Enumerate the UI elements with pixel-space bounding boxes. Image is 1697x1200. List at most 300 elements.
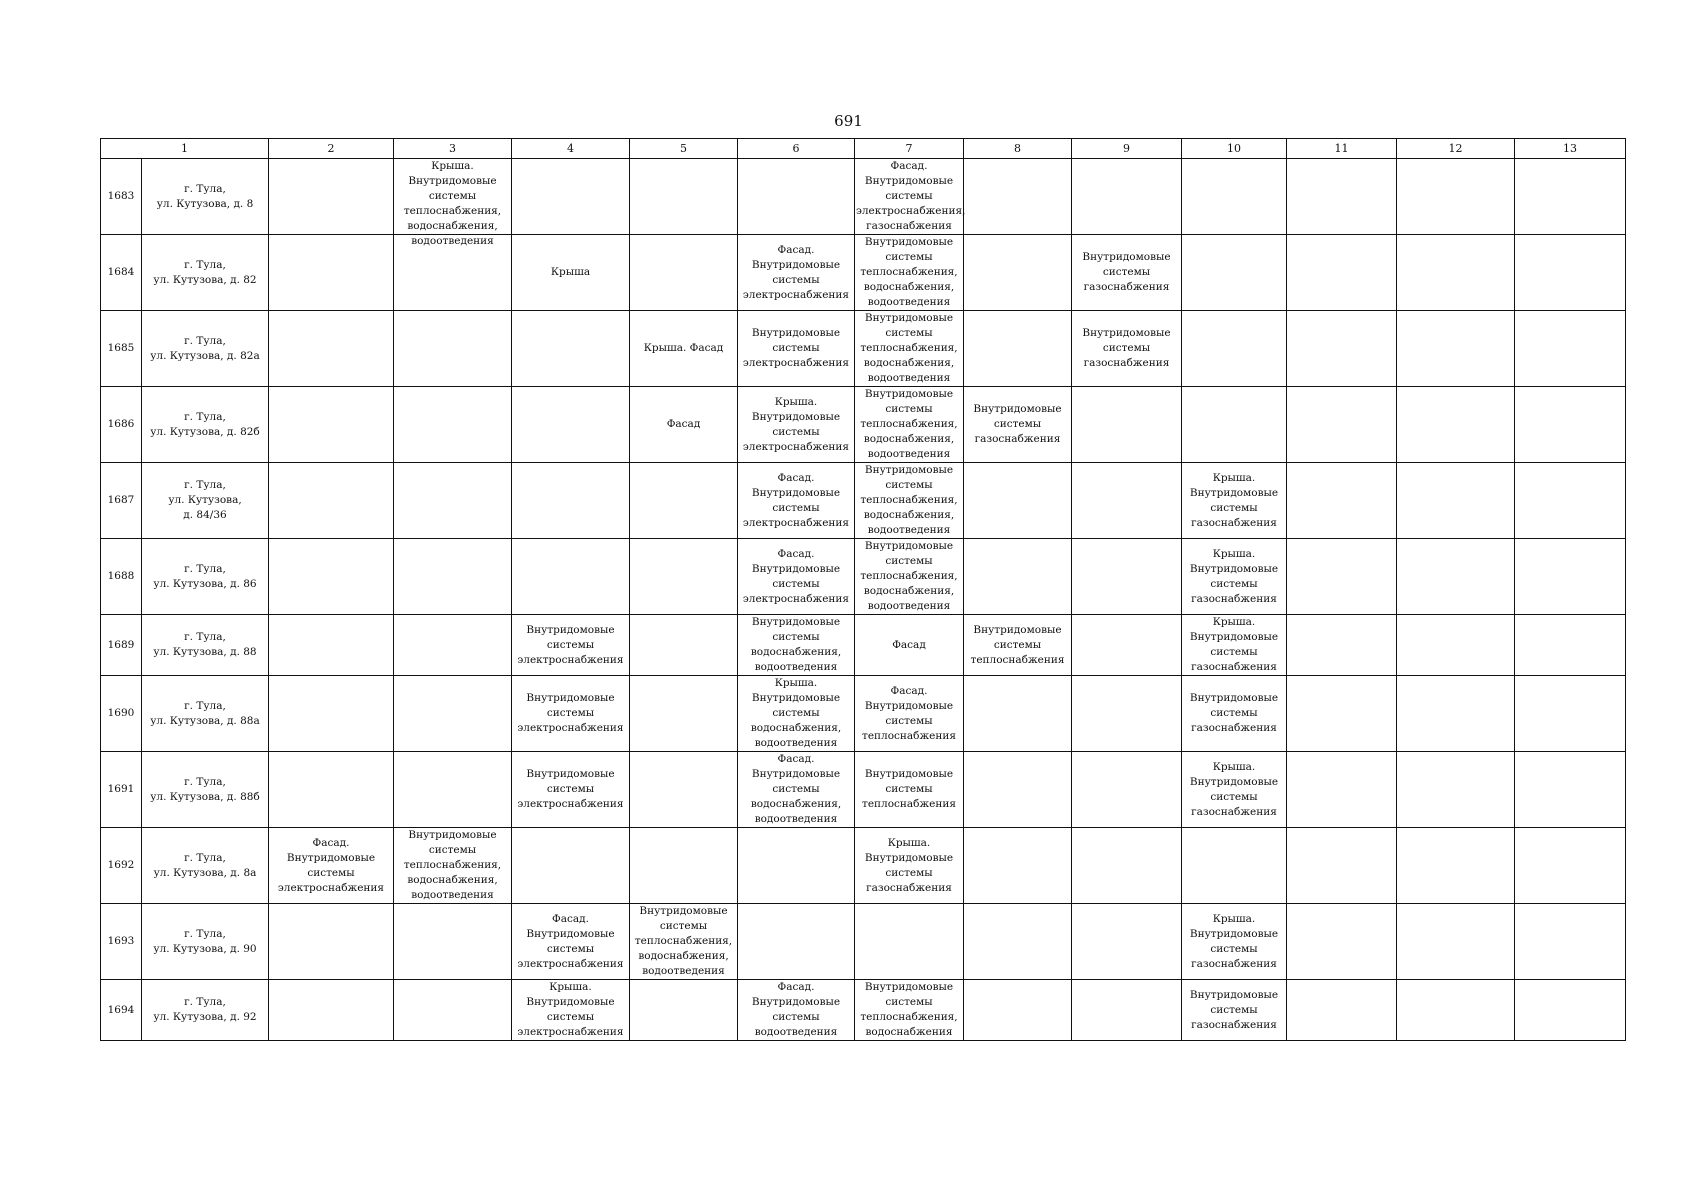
work-cell: [1072, 828, 1182, 904]
work-cell-line: Внутридомовые: [864, 388, 954, 400]
work-cell-line: Крыша.: [1212, 547, 1256, 560]
table-row: [101, 752, 1626, 828]
work-cell: [738, 539, 855, 615]
work-cell-line: Внутридомовые: [973, 623, 1062, 636]
work-cell-line: Крыша.: [774, 395, 818, 408]
work-cell: [1515, 235, 1626, 311]
work-cell: [1072, 539, 1182, 615]
work-cell: [630, 463, 738, 539]
work-cell-line: газоснабжения: [866, 220, 952, 232]
work-cell-line: газоснабжения: [1191, 805, 1277, 818]
table-row: [101, 159, 1626, 235]
work-cell-line: водоотведения: [867, 372, 951, 384]
column-header: 8: [964, 139, 1072, 159]
work-cell-line: Внутридомовые: [864, 851, 954, 864]
work-cell: [1397, 615, 1515, 676]
work-cell-content: [856, 684, 962, 744]
work-cell-line: Внутридомовые: [1189, 631, 1279, 643]
address-cell: [142, 752, 269, 828]
work-cell-content: [739, 243, 853, 303]
work-cell: [738, 904, 855, 980]
work-cell-content: [631, 417, 736, 432]
work-cell-line: системы: [772, 501, 820, 514]
work-cell: [964, 235, 1072, 311]
work-cell-line: системы: [546, 942, 595, 955]
table-row: [101, 676, 1626, 752]
work-cell: [1182, 539, 1287, 615]
address-line: г. Тула,: [184, 479, 226, 491]
work-cell-line: Внутридомовые: [751, 996, 841, 1008]
work-cell-line: водоотведения: [867, 296, 951, 308]
work-cell: [630, 828, 738, 904]
work-cell: [855, 615, 964, 676]
address-line: г. Тула,: [184, 562, 226, 575]
address-line: ул. Кутузова, д. 92: [153, 1011, 257, 1023]
work-cell-line: теплоснабжения,: [860, 266, 958, 278]
work-cell-line: Внутридомовые: [864, 981, 954, 993]
row-number: 1686: [101, 387, 142, 463]
work-cell-content: [739, 547, 853, 607]
work-cell: [738, 159, 855, 235]
work-cell-line: газоснабжения: [1191, 957, 1277, 970]
work-cell-line: системы: [1102, 266, 1151, 278]
work-cell: [1182, 980, 1287, 1041]
work-cell-line: газоснабжения: [1191, 722, 1277, 734]
work-cell-content: [513, 767, 628, 812]
work-cell: [269, 539, 394, 615]
work-cell: [1515, 980, 1626, 1041]
work-cell: [964, 615, 1072, 676]
work-cell-line: теплоснабжения,: [860, 342, 958, 354]
work-cell-line: системы: [885, 714, 933, 727]
address-line: ул. Кутузова, д. 88: [153, 646, 257, 658]
work-cell: [1182, 904, 1287, 980]
work-cell-line: водоотведения: [867, 524, 951, 536]
work-cell: [1515, 828, 1626, 904]
work-cell-content: [270, 836, 392, 896]
work-cell: [964, 904, 1072, 980]
work-cell-line: системы: [772, 425, 820, 438]
table-row: [101, 980, 1626, 1041]
work-cell-line: Внутридомовые: [1082, 251, 1171, 263]
work-cell-line: Внутридомовые: [864, 236, 954, 248]
work-cell: [964, 828, 1072, 904]
work-cell-line: электроснабжения: [517, 957, 624, 970]
table-row: [101, 311, 1626, 387]
work-cell-content: [739, 676, 853, 751]
address-cell: [142, 980, 269, 1041]
work-cell-line: теплоснабжения: [862, 729, 956, 742]
work-cell-line: Внутридомовые: [526, 927, 615, 940]
work-cell-content: [513, 623, 628, 668]
work-cell: [1515, 539, 1626, 615]
work-cell-content: [856, 463, 962, 538]
work-cell-line: Крыша.: [774, 677, 818, 689]
table-body: [101, 159, 1626, 1041]
work-cell: [1515, 311, 1626, 387]
address-cell: [142, 387, 269, 463]
work-cell-line: водоснабжения,: [407, 874, 498, 886]
work-cell-line: Крыша.: [549, 981, 592, 993]
work-cell-content: [856, 539, 962, 614]
work-cell: [269, 828, 394, 904]
work-cell: [738, 463, 855, 539]
work-cell-content: [1183, 691, 1285, 736]
work-cell: [1397, 235, 1515, 311]
work-cell: [1072, 615, 1182, 676]
table-header: [101, 139, 1626, 159]
work-cell: [964, 159, 1072, 235]
address-line: ул. Кутузова, д. 86: [153, 577, 257, 590]
work-cell-line: водоснабжения,: [863, 509, 955, 521]
work-cell: [630, 387, 738, 463]
address-line: ул. Кутузова, д. 88б: [150, 790, 260, 803]
work-cell-line: водоснабжения,: [863, 281, 955, 293]
work-cell: [855, 463, 964, 539]
work-cell: [964, 539, 1072, 615]
work-cell: [512, 752, 630, 828]
address-line: ул. Кутузова, д. 82б: [150, 425, 260, 438]
work-cell: [269, 387, 394, 463]
work-cell: [630, 904, 738, 980]
row-number: 1693: [101, 904, 142, 980]
work-cell-line: системы: [1210, 646, 1258, 658]
work-cell-line: Внутридомовые: [1189, 692, 1279, 704]
work-cell-line: теплоснабжения,: [860, 1011, 958, 1023]
work-cell-line: системы: [885, 190, 933, 202]
work-cell-content: [965, 402, 1070, 447]
work-cell-content: [856, 235, 962, 310]
work-cell: [1182, 828, 1287, 904]
work-cell-content: [1073, 326, 1180, 371]
work-cell-line: системы: [885, 996, 933, 1008]
work-cell-content: [513, 265, 628, 280]
address-line: г. Тула,: [184, 410, 226, 423]
work-cell-line: Фасад.: [777, 243, 815, 256]
work-cell: [855, 980, 964, 1041]
work-cell-line: электроснабжения: [742, 357, 850, 369]
work-cell-line: Внутридомовые: [864, 768, 954, 780]
work-cell-content: [856, 980, 962, 1040]
work-cell: [1072, 235, 1182, 311]
work-cell: [1287, 980, 1397, 1041]
work-cell-line: теплоснабжения,: [860, 494, 958, 506]
work-cell: [1287, 539, 1397, 615]
work-cell-line: Внутридомовые: [1189, 927, 1279, 940]
work-cell-line: газоснабжения: [1083, 281, 1170, 293]
address-cell: [142, 311, 269, 387]
work-cell: [394, 615, 512, 676]
work-cell-content: [395, 828, 510, 903]
work-cell: [1072, 159, 1182, 235]
column-header: 7: [855, 139, 964, 159]
work-cell-content: [965, 623, 1070, 668]
table-row: [101, 615, 1626, 676]
work-cell: [964, 980, 1072, 1041]
work-cell-line: электроснабжения,: [856, 205, 966, 217]
work-cell-content: [631, 341, 736, 356]
work-cell: [855, 752, 964, 828]
work-cell-line: газоснабжения: [1191, 661, 1277, 673]
work-cell-content: [513, 980, 628, 1040]
page-number: 691: [834, 112, 863, 130]
work-cell: [1397, 980, 1515, 1041]
work-cell-line: системы: [885, 555, 933, 567]
work-cell: [855, 387, 964, 463]
work-cell-line: водоотведения: [754, 737, 838, 749]
address-line: ул. Кутузова, д. 8: [156, 197, 254, 210]
address-line: ул. Кутузова, д. 90: [153, 942, 257, 955]
work-cell-line: Внутридомовые: [526, 768, 615, 780]
work-cell-line: теплоснабжения: [862, 798, 956, 810]
work-cell: [512, 463, 630, 539]
row-number: 1690: [101, 676, 142, 752]
work-cell-content: [631, 904, 736, 979]
work-cell: [512, 828, 630, 904]
work-cell: [1287, 904, 1397, 980]
address-cell: [142, 463, 269, 539]
work-cell: [394, 904, 512, 980]
work-cell: [1397, 676, 1515, 752]
work-cell-line: газоснабжения: [1191, 1018, 1277, 1031]
work-cell-line: Внутридомовые: [751, 768, 841, 780]
work-cell: [394, 463, 512, 539]
work-cell-line: системы: [772, 273, 820, 286]
address-cell: [142, 676, 269, 752]
work-cell-line: системы: [546, 707, 595, 719]
address-cell: [142, 235, 269, 311]
work-cell: [1287, 752, 1397, 828]
work-cell: [855, 311, 964, 387]
work-cell-line: системы: [772, 1011, 820, 1023]
work-cell-line: Внутридомовые: [1189, 486, 1279, 499]
work-cell-content: [739, 615, 853, 675]
work-cell-line: водоснабжения,: [750, 646, 842, 658]
work-cell-line: теплоснабжения,: [860, 418, 958, 430]
work-cell: [269, 235, 394, 311]
work-cell: [1287, 676, 1397, 752]
work-cell-line: Внутридомовые: [1189, 775, 1279, 788]
work-cell-line: Фасад.: [777, 981, 815, 993]
work-cell-line: системы: [546, 1011, 595, 1023]
work-cell: [1182, 159, 1287, 235]
work-cell: [1287, 235, 1397, 311]
work-cell-line: теплоснабжения,: [634, 935, 733, 947]
work-cell-line: системы: [885, 866, 933, 879]
address-cell: [142, 159, 269, 235]
work-cell: [738, 615, 855, 676]
work-cell-line: системы: [885, 251, 933, 263]
work-cell-line: системы: [993, 418, 1042, 430]
work-cell: [394, 676, 512, 752]
column-header: 9: [1072, 139, 1182, 159]
work-cell: [1397, 463, 1515, 539]
work-cell-line: Крыша.: [1212, 471, 1256, 484]
column-header: 2: [269, 139, 394, 159]
row-number: 1685: [101, 311, 142, 387]
work-cell-content: [1183, 912, 1285, 972]
work-cell: [1397, 311, 1515, 387]
work-cell: [964, 463, 1072, 539]
work-cell-line: системы: [1210, 942, 1258, 955]
work-cell-line: Крыша.: [887, 836, 931, 849]
work-cell: [1397, 387, 1515, 463]
work-cell: [738, 752, 855, 828]
work-cell: [855, 235, 964, 311]
work-cell: [269, 159, 394, 235]
work-cell: [394, 828, 512, 904]
work-cell-line: Внутридомовые: [408, 829, 497, 841]
work-cell-line: Фасад.: [777, 471, 815, 484]
work-cell-content: [1183, 760, 1285, 820]
work-cell: [1072, 904, 1182, 980]
work-cell: [964, 387, 1072, 463]
row-number: 1684: [101, 235, 142, 311]
work-cell: [512, 615, 630, 676]
work-cell-line: системы: [428, 844, 477, 856]
work-cell-line: системы: [546, 783, 595, 795]
work-cell-content: [1073, 250, 1180, 295]
work-cell: [1182, 615, 1287, 676]
work-cell-line: системы: [993, 638, 1042, 651]
work-cell: [855, 676, 964, 752]
work-cell-line: системы: [1210, 790, 1258, 803]
work-cell-content: [856, 767, 962, 812]
work-cell-line: электроснабжения: [517, 722, 624, 734]
work-cell-line: водоотведения: [754, 1026, 838, 1038]
work-cell-line: газоснабжения: [1191, 592, 1277, 605]
work-cell: [1397, 539, 1515, 615]
work-cell: [1287, 828, 1397, 904]
work-cell: [738, 676, 855, 752]
work-cell-line: Фасад.: [777, 547, 815, 560]
work-cell: [738, 828, 855, 904]
work-cell-content: [856, 311, 962, 386]
header-row: [101, 139, 1626, 159]
work-cell-content: [1183, 988, 1285, 1033]
work-cell-line: электроснабжения: [742, 288, 850, 301]
work-cell: [630, 539, 738, 615]
column-header: 11: [1287, 139, 1397, 159]
work-cell: [512, 387, 630, 463]
work-cell-line: Внутридомовые: [751, 327, 841, 339]
work-cell-line: водоотведения: [754, 813, 838, 825]
work-cell-line: Внутридомовые: [1189, 562, 1279, 575]
work-cell: [1515, 615, 1626, 676]
work-cell: [1397, 828, 1515, 904]
work-cell-line: системы: [885, 479, 933, 491]
work-cell-line: водоотведения: [411, 235, 494, 247]
work-cell-line: Внутридомовые: [526, 623, 615, 636]
column-header: 10: [1182, 139, 1287, 159]
table-row: [101, 387, 1626, 463]
work-cell-content: [856, 387, 962, 462]
work-cell: [269, 904, 394, 980]
work-cell: [1182, 676, 1287, 752]
work-cell-line: Внутридомовые: [751, 258, 841, 271]
address-line: ул. Кутузова, д. 8а: [153, 866, 257, 879]
work-cell-content: [856, 638, 962, 653]
work-cell: [630, 676, 738, 752]
work-cell: [1072, 463, 1182, 539]
row-number: 1688: [101, 539, 142, 615]
work-cell-line: водоотведения: [867, 448, 951, 460]
work-cell-content: [1183, 471, 1285, 531]
work-cell-line: Крыша. Фасад: [643, 342, 724, 354]
work-cell: [1072, 311, 1182, 387]
work-cell: [512, 311, 630, 387]
work-cell-line: Крыша.: [1212, 760, 1256, 773]
address-line: д. 84/36: [183, 509, 227, 521]
work-cell: [1397, 752, 1515, 828]
work-cell-line: Фасад.: [552, 912, 589, 925]
work-cell: [269, 463, 394, 539]
work-cell-line: Внутридомовые: [526, 996, 615, 1008]
work-cell-line: Внутридомовые: [526, 692, 615, 704]
work-cell-line: Фасад: [666, 418, 701, 430]
row-number: 1689: [101, 615, 142, 676]
column-header: 6: [738, 139, 855, 159]
work-cell-line: водоснабжения: [865, 1026, 953, 1038]
work-cell: [269, 752, 394, 828]
work-cell-content: [513, 912, 628, 972]
address-line: г. Тула,: [184, 927, 226, 940]
work-cell-line: водоснабжения,: [863, 357, 955, 369]
work-cell-line: электроснабжения: [742, 592, 850, 605]
work-cell: [1072, 752, 1182, 828]
work-cell-line: системы: [428, 190, 477, 202]
work-cell: [512, 539, 630, 615]
work-cell-line: системы: [1210, 707, 1258, 719]
work-cell: [512, 676, 630, 752]
work-cell-line: Внутридомовые: [286, 851, 376, 864]
work-cell: [630, 159, 738, 235]
work-cell-line: Внутридомовые: [864, 175, 954, 187]
work-cell-line: системы: [659, 920, 708, 932]
row-number: 1694: [101, 980, 142, 1041]
work-cell-line: Внутридомовые: [1189, 988, 1279, 1001]
work-cell-content: [739, 326, 853, 371]
work-cell-line: водоснабжения,: [863, 585, 955, 597]
work-cell-line: Внутридомовые: [751, 486, 841, 499]
work-cell: [394, 159, 512, 247]
column-header: 4: [512, 139, 630, 159]
work-cell: [855, 539, 964, 615]
work-cell-line: системы: [1210, 501, 1258, 514]
work-cell-line: системы: [1210, 1003, 1258, 1016]
work-cell-line: Внутридомовые: [864, 699, 954, 712]
work-cell-line: водоотведения: [754, 661, 838, 673]
work-cell: [630, 235, 738, 311]
column-header: 13: [1515, 139, 1626, 159]
work-cell: [738, 980, 855, 1041]
work-cell-line: Внутридомовые: [751, 616, 841, 628]
address-line: г. Тула,: [184, 334, 226, 347]
work-cell-line: водоснабжения,: [638, 950, 729, 962]
table-row: [101, 235, 1626, 311]
work-cell-line: Внутридомовые: [864, 312, 954, 324]
work-cell: [1515, 387, 1626, 463]
work-cell: [394, 980, 512, 1041]
row-number: 1691: [101, 752, 142, 828]
work-cell-line: Фасад.: [777, 753, 815, 765]
work-cell-line: системы: [772, 342, 820, 354]
work-cell: [855, 904, 964, 980]
address-line: ул. Кутузова,: [168, 494, 242, 506]
work-cell-line: Фасад.: [312, 836, 350, 849]
work-cell: [1182, 387, 1287, 463]
work-cell-line: электроснабжения: [517, 1026, 624, 1038]
